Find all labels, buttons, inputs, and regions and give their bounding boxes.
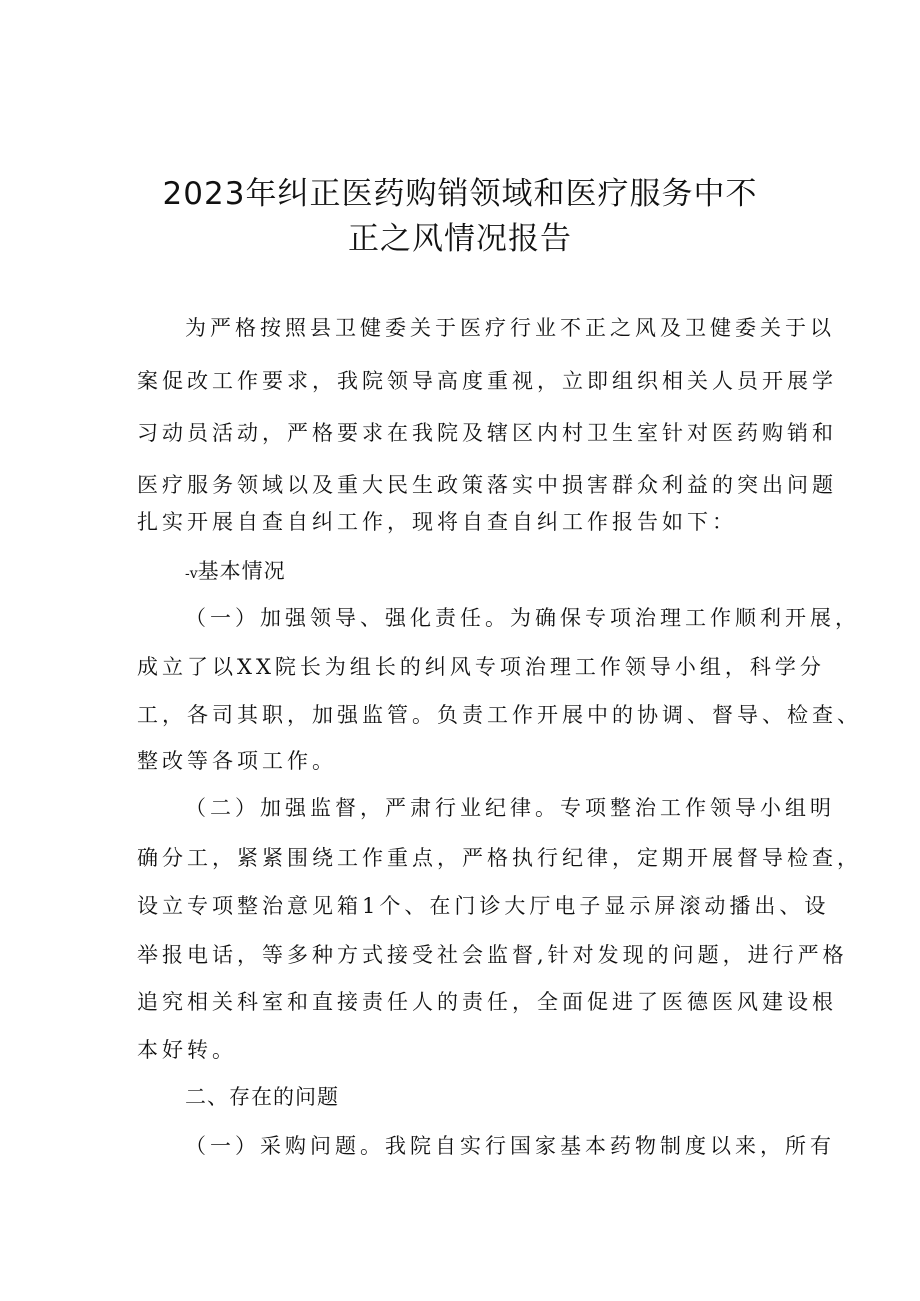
paragraph-line: 追究相关科室和直接责任人的责任，全面促进了医德医风建设根 — [137, 990, 837, 1014]
paragraph-line: 本好转。 — [137, 1038, 237, 1062]
paragraph-line: 设立专项整治意见箱1个、在门诊大厅电子显示屏滚动播出、设 — [137, 894, 830, 918]
paragraph-line: 习动员活动，严格要求在我院及辖区内村卫生室针对医药购销和 — [137, 421, 837, 445]
paragraph-line: （二）加强监督，严肃行业纪律。专项整治工作领导小组明 — [185, 796, 835, 820]
paragraph-line: 医疗服务领域以及重大民生政策落实中损害群众利益的突出问题 — [137, 473, 837, 497]
paragraph-line: 工，各司其职，加强监管。负责工作开展中的协调、督导、检查、 — [137, 703, 862, 727]
paragraph-line: 成立了以XX院长为组长的纠风专项治理工作领导小组，科学分 — [137, 655, 825, 679]
section-heading-mark: -v — [185, 566, 198, 582]
paragraph-line: 确分工，紧紧围绕工作重点，严格执行纪律，定期开展督导检查， — [137, 846, 862, 870]
document-title-line-2: 正之风情况报告 — [348, 221, 572, 257]
paragraph-line: （一）加强领导、强化责任。为确保专项治理工作顺利开展， — [185, 606, 860, 630]
paragraph-line: 为严格按照县卫健委关于医疗行业不正之风及卫健委关于以 — [185, 316, 835, 340]
paragraph-line: 案促改工作要求，我院领导高度重视，立即组织相关人员开展学 — [137, 369, 837, 393]
paragraph-line: 举报电话，等多种方式接受社会监督,针对发现的问题，进行严格 — [137, 943, 848, 967]
section-heading-existing-problems: 二、存在的问题 — [185, 1085, 339, 1109]
paragraph-line: 扎实开展自查自纠工作，现将自查自纠工作报告如下： — [137, 510, 737, 534]
section-heading-basic-situation — [185, 556, 797, 589]
paragraph-line: （一）采购问题。我院自实行国家基本药物制度以来，所有 — [185, 1134, 835, 1158]
document-title-line-1: 2023年纠正医药购销领域和医疗服务中不 — [162, 176, 758, 212]
section-heading-text: 基本情况 — [197, 559, 286, 583]
paragraph-line: 整改等各项工作。 — [137, 749, 337, 773]
